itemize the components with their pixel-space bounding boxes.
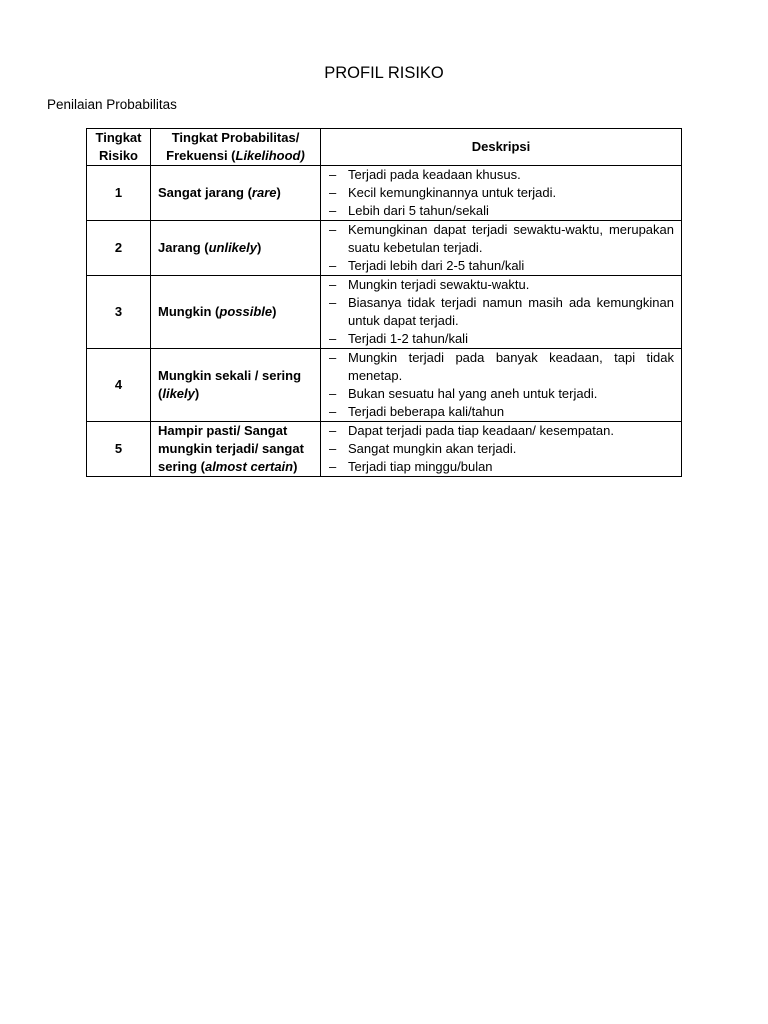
description-text: Terjadi 1-2 tahun/kali xyxy=(348,331,468,346)
risk-level: 5 xyxy=(87,422,151,477)
dash-bullet-icon: – xyxy=(329,295,337,310)
frequency-label: Mungkin sekali / sering ( xyxy=(158,368,302,401)
frequency-label: Sangat jarang ( xyxy=(158,185,252,200)
description-text: Terjadi lebih dari 2-5 tahun/kali xyxy=(348,258,525,273)
list-item xyxy=(329,166,674,184)
table-row xyxy=(87,166,682,221)
dash-bullet-icon: – xyxy=(329,258,337,273)
dash-bullet-icon: – xyxy=(329,404,337,419)
frequency-close: ) xyxy=(276,185,281,200)
description-cell xyxy=(321,349,682,422)
list-item xyxy=(329,330,674,348)
dash-bullet-icon: – xyxy=(329,203,337,218)
description-text: Bukan sesuatu hal yang aneh untuk terjadi. xyxy=(348,386,598,401)
list-item xyxy=(329,458,674,476)
frequency-close: ) xyxy=(293,459,298,474)
frequency-cell xyxy=(151,166,321,221)
frequency-cell xyxy=(151,349,321,422)
frequency-cell xyxy=(151,221,321,276)
header-frequency-line2: Frekuensi ( xyxy=(166,148,236,163)
description-text: Kemungkinan dapat terjadi sewaktu-waktu, merupakan suatu kebetulan terjadi. xyxy=(348,222,674,255)
list-item xyxy=(329,422,674,440)
description-text: Terjadi tiap minggu/bulan xyxy=(348,459,493,474)
dash-bullet-icon: – xyxy=(329,185,337,200)
description-text: Sangat mungkin akan terjadi. xyxy=(348,441,517,456)
list-item xyxy=(329,184,674,202)
frequency-close: ) xyxy=(194,386,200,401)
header-level-line2: Risiko xyxy=(98,148,138,163)
dash-bullet-icon: – xyxy=(329,277,337,292)
description-text: Biasanya tidak terjadi namun masih ada kemungkinan untuk dapat terjadi. xyxy=(348,295,674,328)
description-list xyxy=(329,221,674,275)
frequency-close: ) xyxy=(272,304,277,319)
table-row xyxy=(87,221,682,276)
header-level-line1: Tingkat xyxy=(95,130,142,145)
risk-level: 3 xyxy=(87,276,151,349)
description-text: Mungkin terjadi pada banyak keadaan, tapi tidak menetap. xyxy=(348,350,674,383)
header-frequency xyxy=(151,129,321,166)
frequency-label: Hampir pasti/ Sangat mungkin terjadi/ sangat sering ( xyxy=(158,423,304,474)
dash-bullet-icon: – xyxy=(329,423,337,438)
description-list xyxy=(329,422,674,476)
list-item xyxy=(329,202,674,220)
dash-bullet-icon: – xyxy=(329,331,337,346)
table-row xyxy=(87,422,682,477)
frequency-close: ) xyxy=(257,240,262,255)
frequency-term: unlikely xyxy=(208,240,257,255)
description-list xyxy=(329,349,674,421)
header-level xyxy=(87,129,151,166)
description-cell xyxy=(321,221,682,276)
list-item xyxy=(329,221,674,257)
frequency-term: almost certain xyxy=(204,459,294,474)
frequency-term: rare xyxy=(251,185,277,200)
frequency-label: Jarang ( xyxy=(158,240,209,255)
list-item xyxy=(329,403,674,421)
table-body xyxy=(87,166,682,477)
frequency-label: Mungkin ( xyxy=(158,304,220,319)
frequency-term: likely xyxy=(162,386,195,401)
header-description: Deskripsi xyxy=(321,129,682,166)
list-item xyxy=(329,385,674,403)
dash-bullet-icon: – xyxy=(329,386,337,401)
description-cell xyxy=(321,276,682,349)
header-frequency-line1: Tingkat Probabilitas/ xyxy=(171,130,300,145)
dash-bullet-icon: – xyxy=(329,441,337,456)
list-item xyxy=(329,276,674,294)
frequency-cell xyxy=(151,422,321,477)
probability-table xyxy=(86,128,682,477)
description-text: Terjadi beberapa kali/tahun xyxy=(348,404,505,419)
description-list xyxy=(329,166,674,220)
list-item xyxy=(329,294,674,330)
risk-level: 1 xyxy=(87,166,151,221)
risk-level: 2 xyxy=(87,221,151,276)
description-cell xyxy=(321,166,682,221)
dash-bullet-icon: – xyxy=(329,167,337,182)
description-text: Mungkin terjadi sewaktu-waktu. xyxy=(348,277,530,292)
table-header-row xyxy=(87,129,682,166)
list-item xyxy=(329,257,674,275)
frequency-term: possible xyxy=(219,304,273,319)
section-subtitle: Penilaian Probabilitas xyxy=(47,97,177,112)
header-frequency-italic: Likelihood) xyxy=(235,148,305,163)
page-title: PROFIL RISIKO xyxy=(324,64,444,82)
risk-level: 4 xyxy=(87,349,151,422)
description-cell xyxy=(321,422,682,477)
table-row xyxy=(87,276,682,349)
list-item xyxy=(329,440,674,458)
description-list xyxy=(329,276,674,348)
frequency-cell xyxy=(151,276,321,349)
table-row xyxy=(87,349,682,422)
dash-bullet-icon: – xyxy=(329,459,337,474)
list-item xyxy=(329,349,674,385)
description-text: Lebih dari 5 tahun/sekali xyxy=(348,203,489,218)
description-text: Kecil kemungkinannya untuk terjadi. xyxy=(348,185,557,200)
description-text: Terjadi pada keadaan khusus. xyxy=(348,167,521,182)
dash-bullet-icon: – xyxy=(329,350,337,365)
description-text: Dapat terjadi pada tiap keadaan/ kesempatan. xyxy=(348,423,614,438)
dash-bullet-icon: – xyxy=(329,222,337,237)
